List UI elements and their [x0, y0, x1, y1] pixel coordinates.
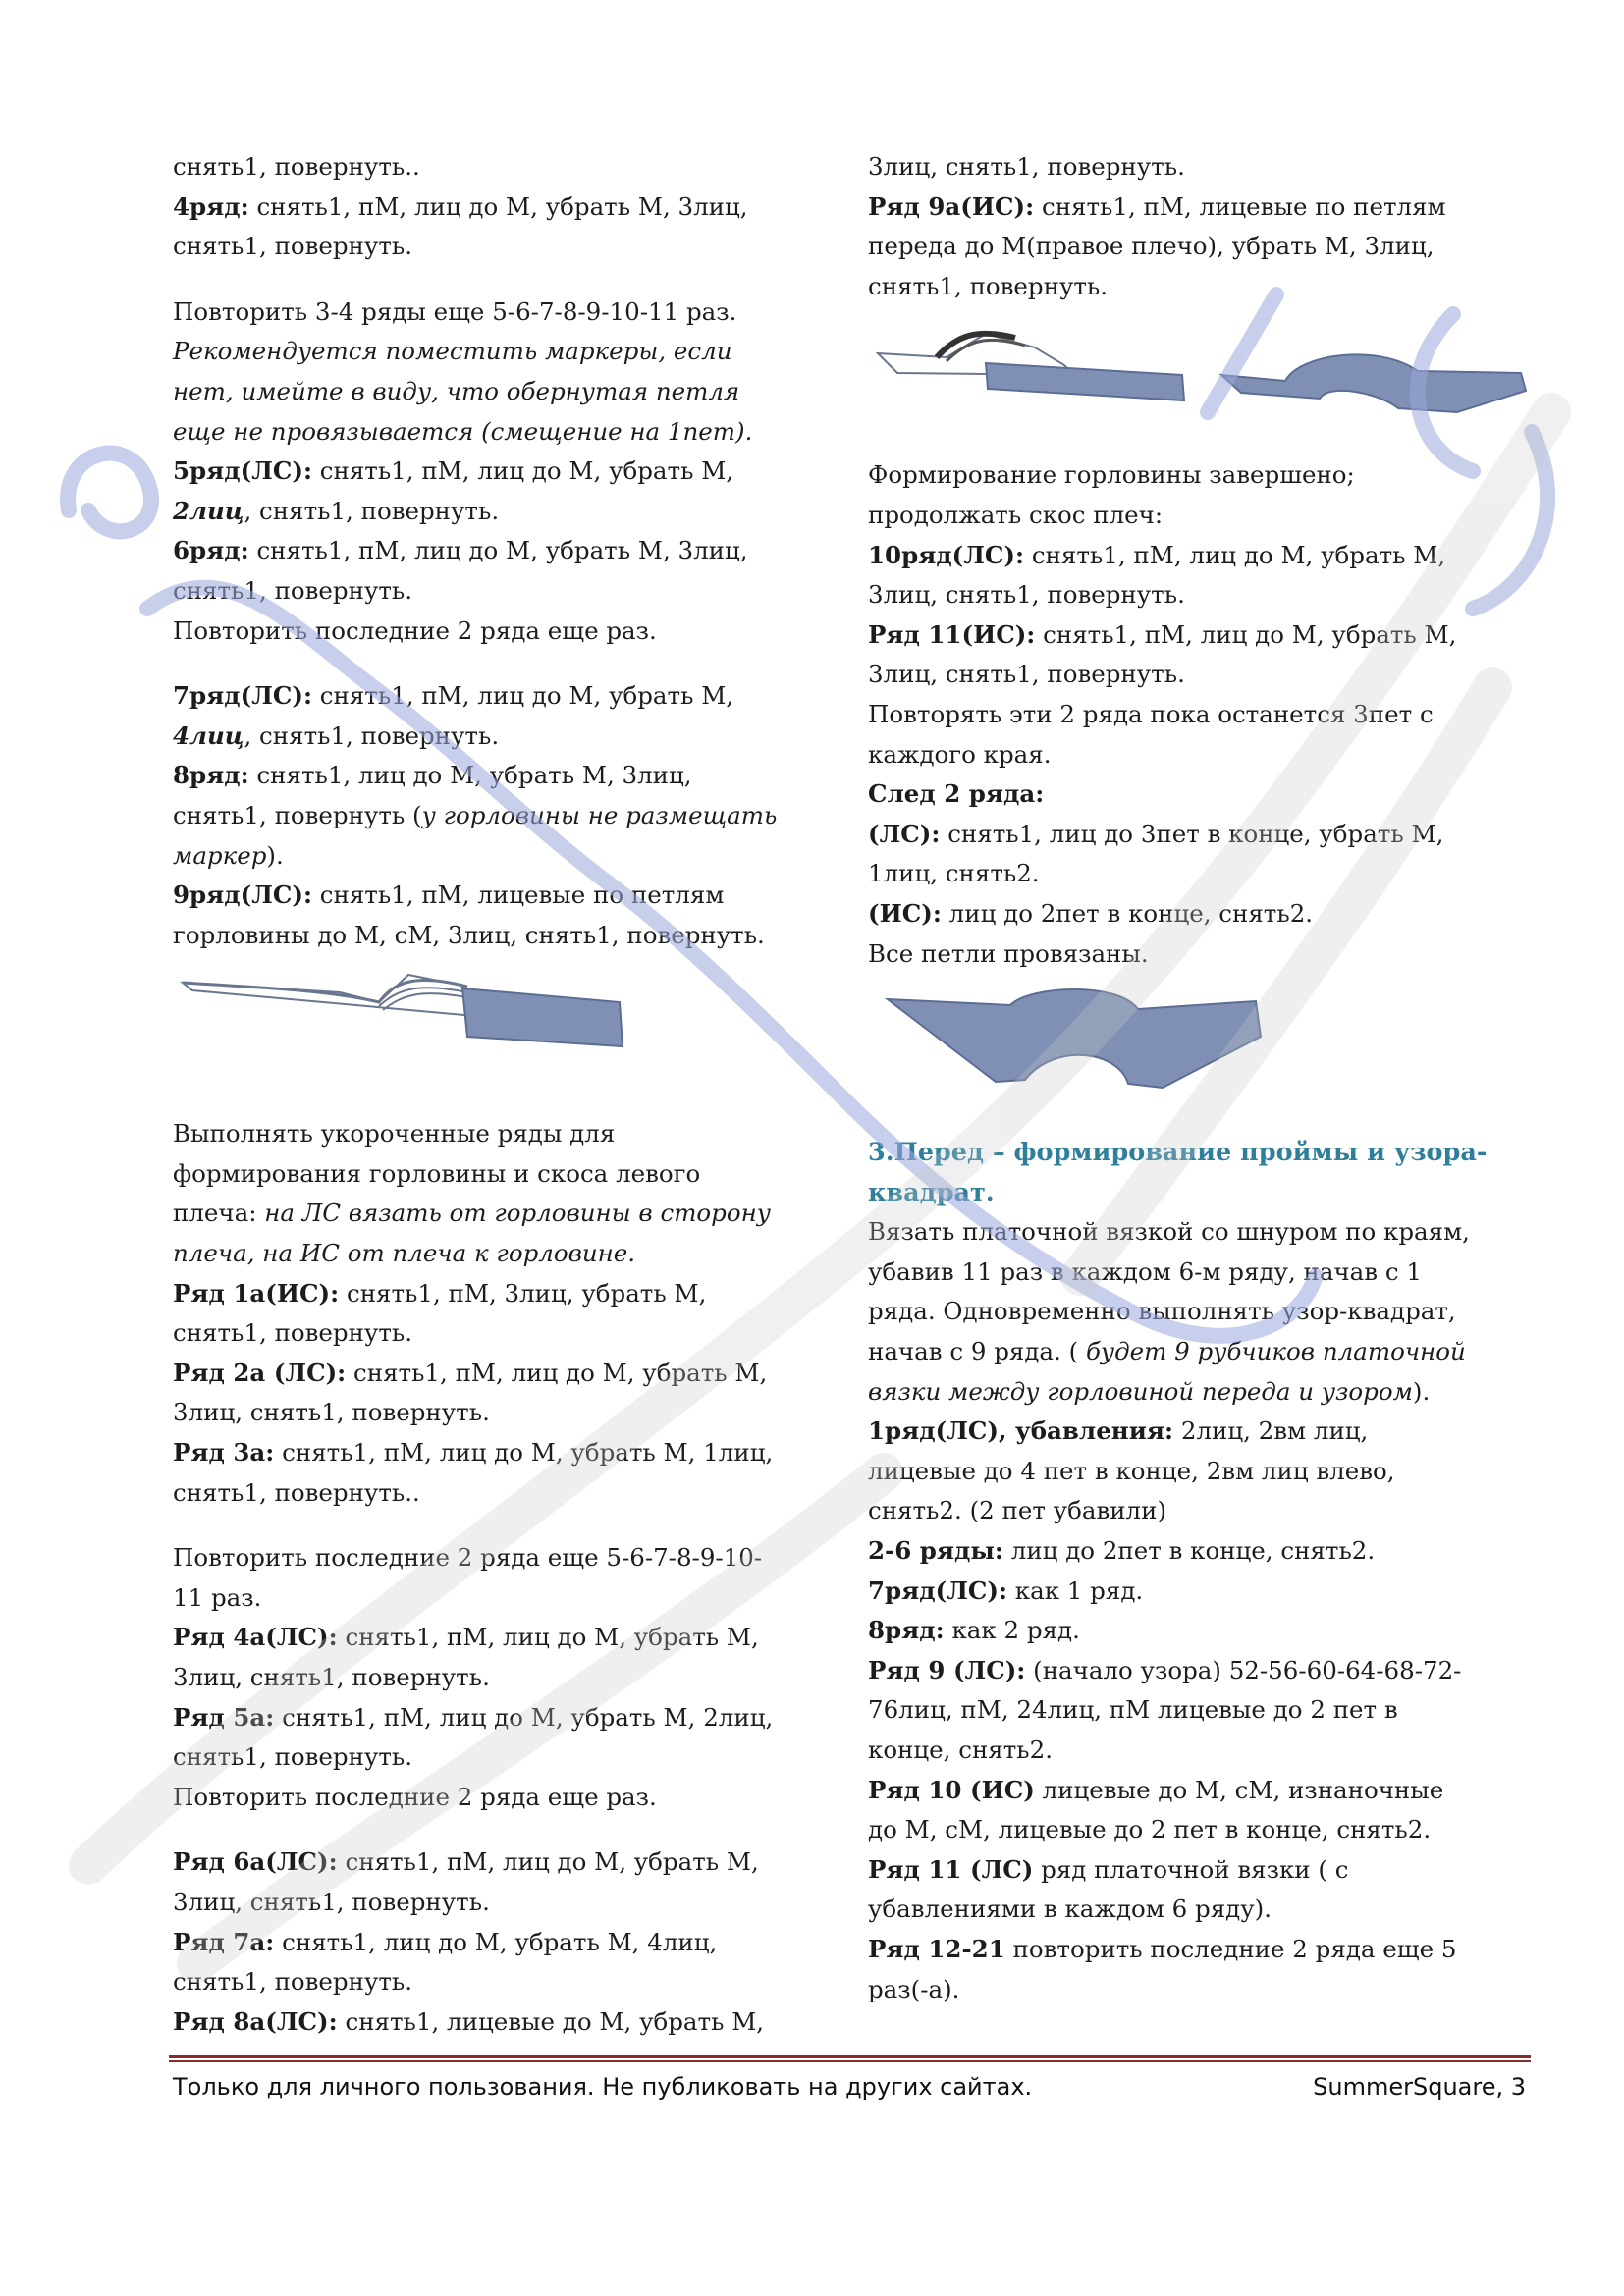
text-line: каждого края. [868, 739, 1052, 769]
text-line: 5ряд(ЛС): снять1, пМ, лиц до М, убрать М, [173, 456, 734, 486]
text-line: 2лиц, снять1, повернуть. [173, 496, 500, 525]
note-line: плеча, на ИС от плеча к горловине. [173, 1239, 636, 1268]
text-line: (ИС): лиц до 2пет в конце, снять2. [868, 898, 1314, 928]
text-line: формирования горловины и скоса левого [173, 1158, 701, 1188]
text-line: Формирование горловины завершено; [868, 460, 1355, 490]
text-line: 1лиц, снять2. [868, 859, 1040, 888]
text-line: 3лиц, снять1, повернуть. [868, 660, 1185, 689]
text-line: 3лиц, снять1, повернуть. [173, 1398, 490, 1427]
text-line: убавив 11 раз в каждом 6-м ряду, начав с 1 [868, 1256, 1422, 1286]
text-line: снять1, повернуть. [868, 271, 1109, 300]
text-line: Ряд 9а(ИС): снять1, пМ, лицевые по петлям [868, 191, 1446, 221]
text-line: переда до М(правое плечо), убрать М, 3лиц, [868, 232, 1435, 261]
text-line: лицевые до 4 пет в конце, 2вм лиц влево, [868, 1456, 1395, 1485]
text-line: Ряд 4а(ЛС): снять1, пМ, лиц до М, убрать М, [173, 1623, 759, 1652]
text-line: 1ряд(ЛС), убавления: 2лиц, 2вм лиц, [868, 1416, 1369, 1446]
text-line: Ряд 8а(ЛС): снять1, лицевые до М, убрать М, [173, 2006, 765, 2036]
text-line: 8ряд: снять1, лиц до М, убрать М, 3лиц, [173, 761, 692, 790]
text-line: Повторить последние 2 ряда еще 5-6-7-8-9-10- [173, 1543, 763, 1573]
text-line: Ряд 2а (ЛС): снять1, пМ, лиц до М, убрать М, [173, 1358, 768, 1387]
text-line: Ряд 9 (ЛС): (начало узора) 52-56-60-64-68-72- [868, 1655, 1462, 1684]
footer-note: Только для личного пользования. Не публиковать на других сайтах. [173, 2073, 1033, 2101]
text-line: снять1, повернуть. [173, 1742, 413, 1772]
text-line: Ряд 1а(ИС): снять1, пМ, 3лиц, убрать М, [173, 1278, 707, 1308]
text-line: Ряд 3а: снять1, пМ, лиц до М, убрать М, 1лиц, [173, 1438, 774, 1468]
note-line: Рекомендуется поместить маркеры, если [173, 337, 732, 366]
text-line: горловины до М, сМ, 3лиц, снять1, повернуть. [173, 920, 765, 949]
text-line: (ЛС): снять1, лиц до 3пет в конце, убрать М, [868, 819, 1444, 848]
left-shoulder-diagram [173, 963, 840, 1081]
text-line: Ряд 7а: снять1, лиц до М, убрать М, 4лиц, [173, 1927, 718, 1956]
text-line: снять2. (2 пет убавили) [868, 1496, 1167, 1525]
text-line: 3лиц, снять1, повернуть. [868, 152, 1185, 181]
section-heading: квадрат. [868, 1177, 995, 1207]
text-line: 11 раз. [173, 1582, 262, 1612]
text-line: продолжать скос плеч: [868, 500, 1164, 529]
text-line: Ряд 12-21 повторить последние 2 ряда еще 5 [868, 1934, 1457, 1963]
text-line: Выполнять укороченные ряды для [173, 1119, 616, 1148]
text-line: 7ряд(ЛС): как 1 ряд. [868, 1575, 1144, 1605]
text-line: Ряд 11 (ЛС) ряд платочной вязки ( с [868, 1854, 1349, 1884]
text-line: начав с 9 ряда. ( будет 9 рубчиков платочной [868, 1337, 1466, 1366]
text-line: снять1, повернуть.. [173, 152, 420, 181]
left-column [173, 147, 840, 2042]
text-line: 2-6 ряды: лиц до 2пет в конце, снять2. [868, 1536, 1376, 1566]
text-line: Повторять эти 2 ряда пока останется 3пет с [868, 699, 1434, 728]
text-line: 3лиц, снять1, повернуть. [173, 1887, 490, 1916]
text-line: 3лиц, снять1, повернуть. [868, 580, 1185, 610]
text-line: Ряд 5а: снять1, пМ, лиц до М, убрать М, 2лиц, [173, 1702, 774, 1732]
text-line: снять1, повернуть. [173, 232, 413, 261]
text-line: снять1, повернуть. [173, 1318, 413, 1348]
text-line: Повторить последние 2 ряда еще раз. [173, 1782, 657, 1811]
text-line: Ряд 10 (ИС) лицевые до М, сМ, изнаночные [868, 1775, 1444, 1804]
finished-front-diagram [868, 982, 1536, 1099]
text-line: Вязать платочной вязкой со шнуром по краям, [868, 1217, 1470, 1247]
text-line: 7ряд(ЛС): снять1, пМ, лиц до М, убрать М, [173, 681, 734, 711]
right-column [868, 147, 1536, 2009]
text-line: 76лиц, пМ, 24лиц, пМ лицевые до 2 пет в [868, 1695, 1398, 1725]
note-line: нет, имейте в виду, что обернутая петля [173, 376, 740, 405]
text-line: 6ряд: снять1, пМ, лиц до М, убрать М, 3лиц, [173, 536, 748, 565]
text-line: 8ряд: как 2 ряд. [868, 1616, 1080, 1645]
text-line: Ряд 11(ИС): снять1, пМ, лиц до М, убрать М, [868, 619, 1457, 649]
text-line: до М, сМ, лицевые до 2 пет в конце, снять2. [868, 1815, 1432, 1844]
text-line: 10ряд(ЛС): снять1, пМ, лиц до М, убрать М, [868, 540, 1446, 569]
text-line: вязки между горловиной переда и узором). [868, 1376, 1431, 1406]
text-line: ряда. Одновременно выполнять узор-квадрат, [868, 1297, 1456, 1326]
text-line: 4лиц, снять1, повернуть. [173, 721, 500, 750]
text-line: плеча: на ЛС вязать от горловины в сторону [173, 1199, 771, 1228]
note-line: еще не провязывается (смещение на 1пет). [173, 416, 753, 446]
text-line: След 2 ряда: [868, 779, 1045, 809]
text-line: снять1, повернуть (у горловины не размещать [173, 800, 778, 829]
text-line: снять1, повернуть. [173, 1967, 413, 1997]
text-line: маркер). [173, 840, 284, 870]
neckline-diagrams [868, 314, 1536, 422]
text-line: Повторить 3-4 ряды еще 5-6-7-8-9-10-11 раз. [173, 296, 737, 326]
text-line: конце, снять2. [868, 1735, 1053, 1764]
footer-page-label: SummerSquare, 3 [1313, 2073, 1526, 2101]
text-line: 4ряд: снять1, пМ, лиц до М, убрать М, 3лиц, [173, 191, 748, 221]
section-heading: 3.Перед – формирование проймы и узора- [868, 1138, 1488, 1168]
text-line: Повторить последние 2 ряда еще раз. [173, 615, 657, 645]
text-line: снять1, повернуть. [173, 575, 413, 605]
footer-rule [169, 2055, 1531, 2064]
text-line: 3лиц, снять1, повернуть. [173, 1663, 490, 1691]
text-line: Все петли провязаны. [868, 938, 1149, 968]
text-line: раз(-а). [868, 1974, 960, 2003]
text-line: Ряд 6а(ЛС): снять1, пМ, лиц до М, убрать М, [173, 1847, 759, 1877]
text-line: убавлениями в каждом 6 ряду). [868, 1895, 1272, 1924]
text-line: 9ряд(ЛС): снять1, пМ, лицевые по петлям [173, 881, 725, 910]
text-line: снять1, повернуть.. [173, 1477, 420, 1507]
